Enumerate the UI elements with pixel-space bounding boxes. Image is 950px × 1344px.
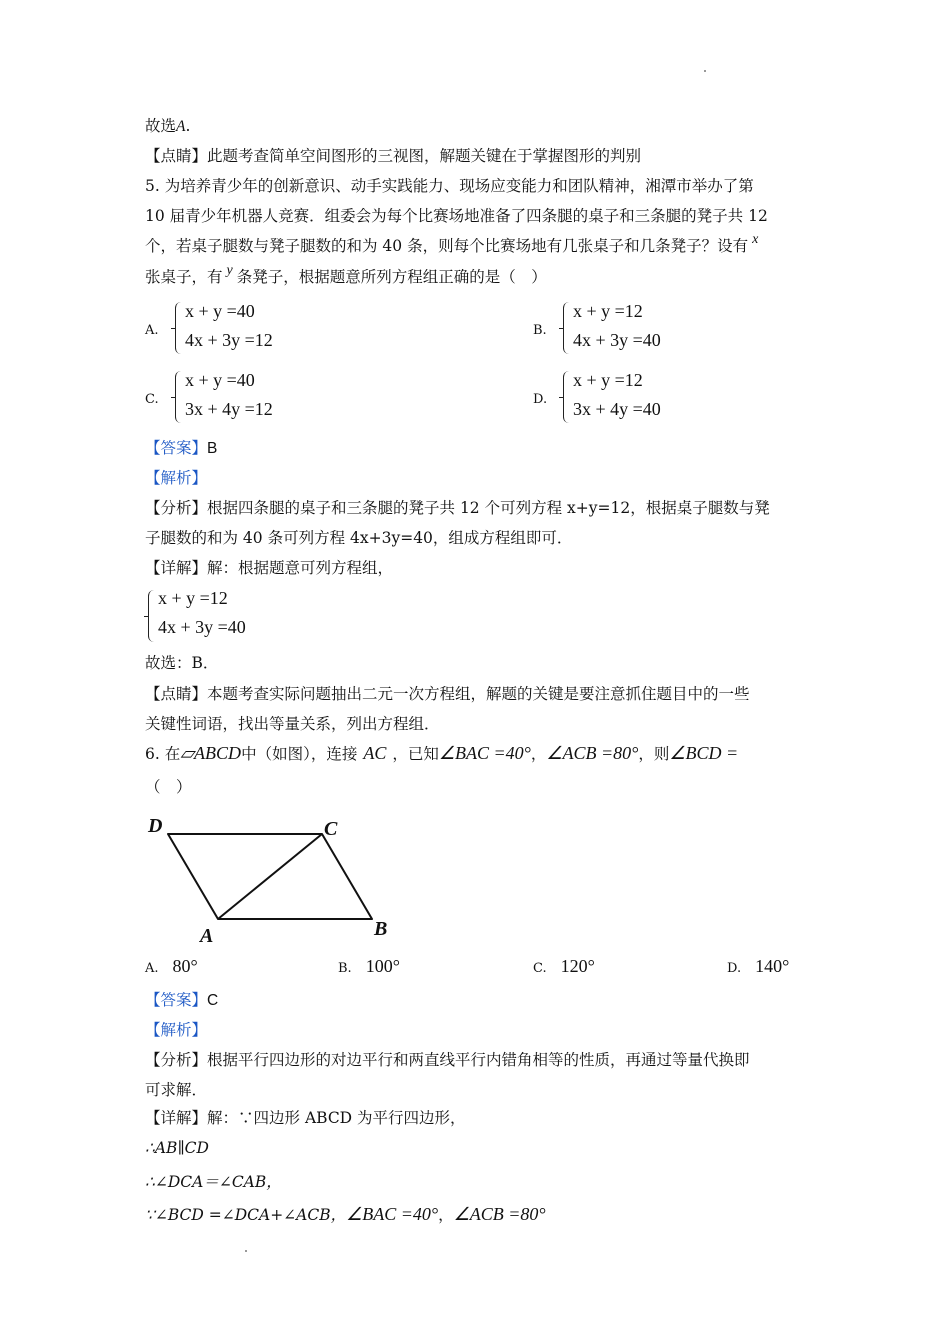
q6-option-c[interactable]: C. 120°	[533, 956, 595, 976]
vertex-label-d: D	[148, 815, 163, 837]
answer-tag: 【答案】	[145, 991, 208, 1009]
q6-analysis-tag: 【解析】	[145, 1021, 208, 1039]
scan-dot	[704, 70, 706, 72]
q5-remark-line-2: 关键性词语，找出等量关系，列出方程组．	[145, 715, 440, 733]
q5-fenxi-line-1: 【分析】根据四条腿的桌子和三条腿的凳子共 12 个可列方程 x+y=12，根据桌子腿数与凳	[145, 499, 770, 517]
q6-stem-line-1: 6. 在▱ABCD中（如图），连接 AC ，已知∠BAC =40°，∠ACB =80°，则∠BCD =	[145, 743, 739, 763]
q6-answer: 【答案】C	[145, 991, 219, 1009]
q6-detail-line: 【详解】解：∵四边形 ABCD 为平行四边形，	[145, 1109, 466, 1127]
q5-choose: 故选：B．	[145, 654, 219, 672]
answer-tag: 【答案】	[145, 439, 208, 457]
scan-dot	[245, 1250, 247, 1252]
q5-stem-line-4: 张桌子，有 y 条凳子，根据题意所列方程组正确的是（ ）	[145, 263, 547, 286]
q6-fenxi-line-2: 可求解．	[145, 1081, 208, 1099]
diagonal-ac	[218, 834, 322, 919]
q6-step-2: ∴∠DCA＝∠CAB，	[145, 1173, 282, 1191]
q5-detail-line: 【详解】解：根据题意可列方程组，	[145, 559, 394, 577]
remark-line: 【点睛】此题考查简单空间图形的三视图，解题关键在于掌握图形的判别	[145, 147, 642, 165]
vertex-label-b: B	[374, 918, 388, 940]
q5-analysis-tag: 【解析】	[145, 469, 208, 487]
parallelogram-figure	[140, 812, 400, 942]
q6-option-b[interactable]: B. 100°	[338, 956, 400, 976]
q6-step-1: ∴AB∥CD	[145, 1139, 209, 1157]
q6-option-a[interactable]: A. 80°	[145, 956, 198, 976]
vertex-label-c: C	[324, 818, 338, 840]
q6-stem-line-2: （ ）	[145, 778, 192, 796]
q5-stem-line-3: 个，若桌子腿数与凳子腿数的和为 40 条，则每个比赛场地有几张桌子和几条凳子？设有 x	[145, 232, 759, 255]
q5-answer: 【答案】B	[145, 439, 218, 457]
remark-tag: 【点睛】	[145, 147, 208, 165]
q6-step-3: ∵∠BCD =∠DCA+∠ACB，∠BAC =40°，∠ACB =80°	[145, 1204, 546, 1224]
q6-fenxi-line-1: 【分析】根据平行四边形的对边平行和两直线平行内错角相等的性质，再通过等量代换即	[145, 1051, 750, 1069]
q5-fenxi-line-2: 子腿数的和为 40 条可列方程 4x+3y=40，组成方程组即可．	[145, 529, 573, 547]
choose-line: 故选A.	[145, 117, 191, 135]
q5-stem-line-1: 5. 为培养青少年的创新意识、动手实践能力、现场应变能力和团队精神，湘潭市举办了第	[145, 177, 754, 195]
q6-option-d[interactable]: D. 140°	[727, 956, 790, 976]
q5-remark-line-1: 【点睛】本题考查实际问题抽出二元一次方程组，解题的关键是要注意抓住题目中的一些	[145, 685, 750, 703]
q5-stem-line-2: 10 届青少年机器人竞赛．组委会为每个比赛场地准备了四条腿的桌子和三条腿的凳子共 12	[145, 207, 768, 225]
vertex-label-a: A	[200, 925, 214, 942]
